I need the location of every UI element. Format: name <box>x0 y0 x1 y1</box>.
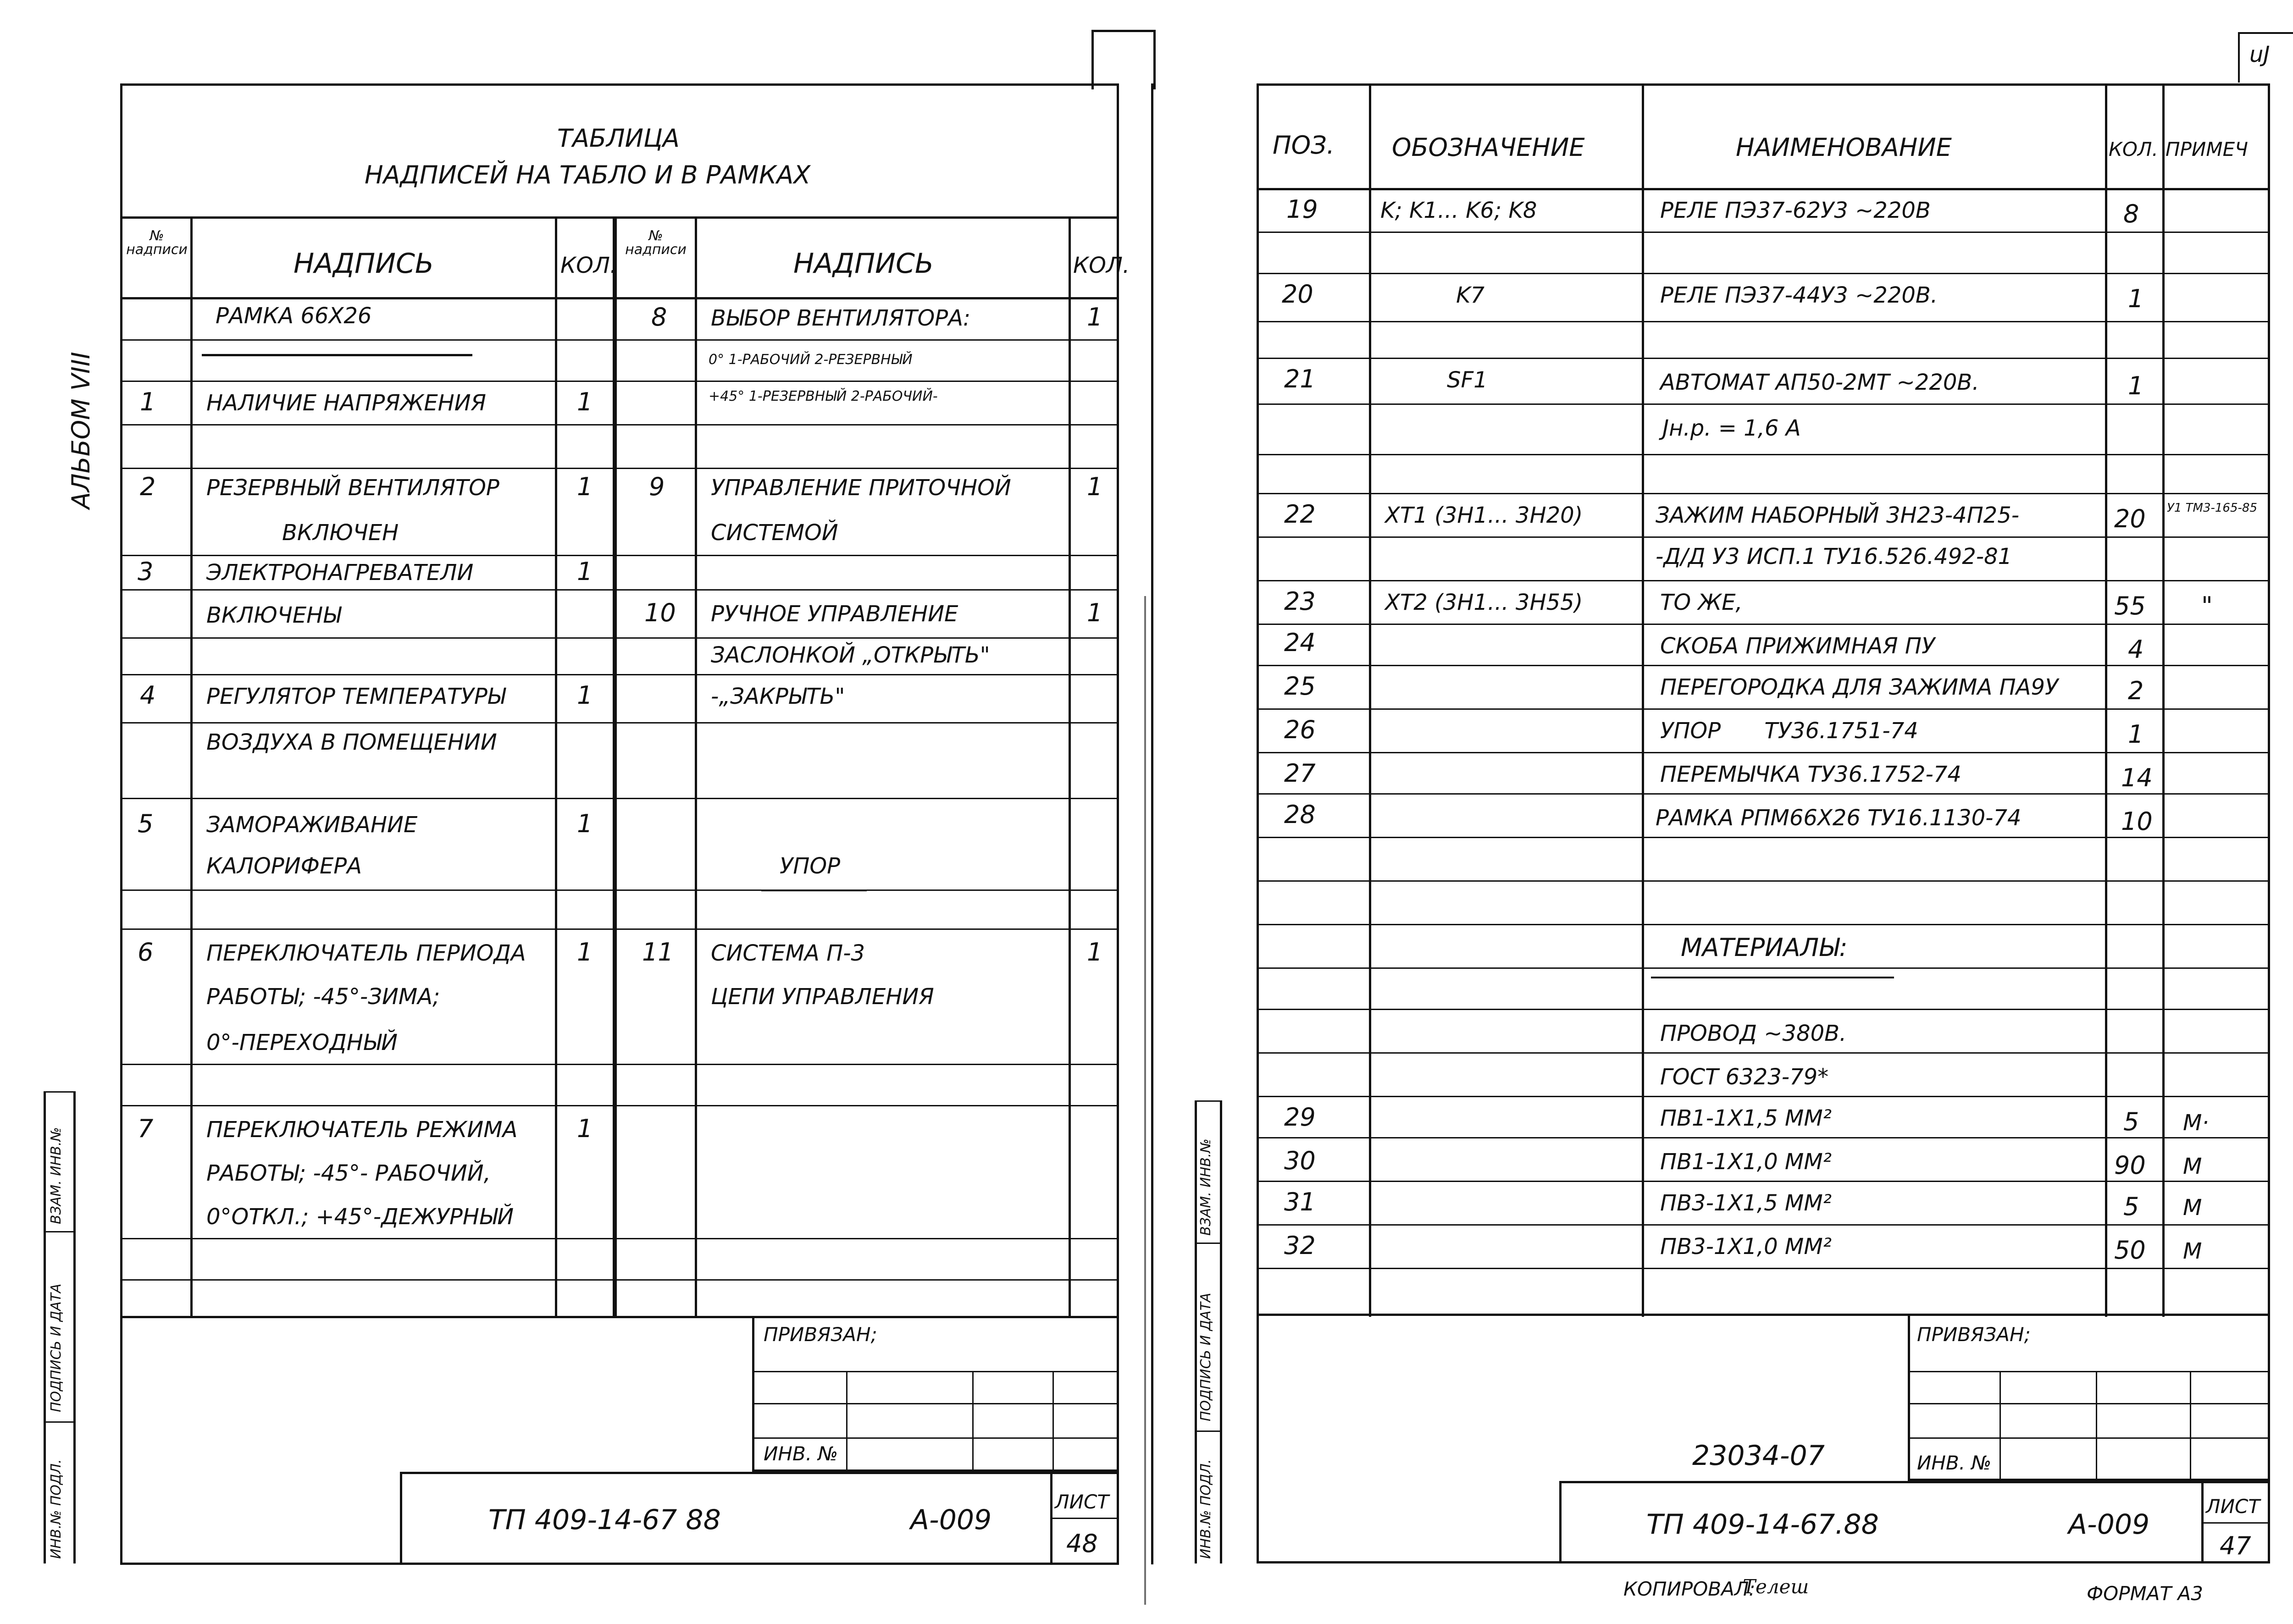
label-text: ВКЛЮЧЕНЫ <box>206 602 341 628</box>
label-num: 10 <box>644 598 676 627</box>
row-name: СКОБА ПРИЖИМНАЯ ПУ <box>1660 633 1935 659</box>
label-text: -„ЗАКРЫТЬ" <box>711 684 845 709</box>
row-note: М <box>2183 1238 2202 1264</box>
privyazan-label: ПРИВЯЗАН; <box>1917 1323 2031 1346</box>
row-name: -Д/Д У3 ИСП.1 ТУ16.526.492-81 <box>1656 544 2012 569</box>
label-qty: 1 <box>1087 938 1103 967</box>
label-num: 9 <box>649 472 665 501</box>
row-designation: K7 <box>1456 282 1485 308</box>
label-text: ЗАМОРАЖИВАНИЕ <box>206 812 418 838</box>
row-qty: 50 <box>2114 1236 2146 1265</box>
row-pos: 24 <box>1284 628 1316 657</box>
album-label: АЛЬБОМ VIII <box>66 352 95 509</box>
header-qty-1: КОЛ. <box>560 253 617 278</box>
row-name: РЕЛЕ ПЭ37-62У3 ~220В <box>1660 198 1931 223</box>
row-designation: SF1 <box>1447 367 1488 393</box>
row-pos: 28 <box>1284 800 1316 829</box>
label-num: 6 <box>138 938 154 967</box>
format-label: ФОРМАТ А3 <box>2087 1582 2203 1605</box>
label-text: ВКЛЮЧЕН <box>282 520 399 546</box>
doc-code: ТП 409-14-67.88 <box>1646 1508 1879 1541</box>
label-qty: 1 <box>577 557 593 586</box>
label-text: РАМКА 66X26 <box>216 303 372 329</box>
label-text: 0° 1-РАБОЧИЙ 2-РЕЗЕРВНЫЙ <box>709 352 913 368</box>
row-designation: XT1 (3Н1... 3Н20) <box>1385 503 1583 528</box>
row-pos: 26 <box>1284 715 1316 744</box>
row-qty: 5 <box>2123 1192 2139 1221</box>
copied-signature: Телеш <box>1743 1575 1809 1598</box>
stamp-podpis-data: ПОДПИСЬ И ДАТА <box>1198 1293 1214 1421</box>
label-text: ВОЗДУХА В ПОМЕЩЕНИИ <box>206 729 497 755</box>
row-name: ГОСТ 6323-79* <box>1660 1064 1829 1090</box>
row-qty: 2 <box>2128 676 2144 705</box>
row-pos: 19 <box>1286 195 1318 224</box>
sheet-label: ЛИСТ <box>2206 1495 2260 1518</box>
label-text: ПЕРЕКЛЮЧАТЕЛЬ РЕЖИМА <box>206 1117 518 1143</box>
row-qty: 1 <box>2128 284 2144 313</box>
row-qty: 10 <box>2121 807 2153 836</box>
row-name: РАМКА РПМ66Х26 ТУ16.1130-74 <box>1656 805 2022 831</box>
doc-code: ТП 409-14-67 88 <box>488 1504 721 1536</box>
row-name: ПВ3-1Х1,0 ММ² <box>1660 1234 1832 1259</box>
label-text: РЕЗЕРВНЫЙ ВЕНТИЛЯТОР <box>206 475 499 501</box>
label-text: РЕГУЛЯТОР ТЕМПЕРАТУРЫ <box>206 684 506 709</box>
row-name: УПОР ТУ36.1751-74 <box>1660 718 1918 744</box>
label-qty: 1 <box>577 472 593 501</box>
stamp-vzam-inv: ВЗАМ. ИНВ.№ <box>48 1127 64 1224</box>
label-text: ВЫБОР ВЕНТИЛЯТОРА: <box>711 305 971 331</box>
header-num-1: № надписи <box>126 228 188 258</box>
row-designation: XT2 (3Н1... 3Н55) <box>1385 590 1583 615</box>
row-name: ПВ1-1Х1,0 ММ² <box>1660 1149 1832 1175</box>
header-num-2: № надписи <box>625 228 687 258</box>
label-num: 8 <box>651 303 667 331</box>
row-qty: 8 <box>2123 199 2139 228</box>
table-subtitle: НАДПИСЕЙ НА ТАБЛО И В РАМКАХ <box>365 160 811 189</box>
row-pos: 22 <box>1284 500 1316 529</box>
label-text: СИСТЕМА П-3 <box>711 940 865 966</box>
label-qty: 1 <box>577 809 593 838</box>
label-qty: 1 <box>577 387 593 416</box>
label-qty: 1 <box>1087 472 1103 501</box>
doc-album: А-009 <box>2068 1508 2150 1541</box>
header-name: НАИМЕНОВАНИЕ <box>1736 133 1952 162</box>
header-designation: ОБОЗНАЧЕНИЕ <box>1392 133 1585 162</box>
label-qty: 1 <box>577 1114 593 1143</box>
label-num: 11 <box>642 938 674 967</box>
sheet-number: 48 <box>1066 1529 1098 1558</box>
row-qty: 1 <box>2128 371 2144 400</box>
header-qty-2: КОЛ. <box>1073 253 1130 278</box>
row-name: Jн.р. = 1,6 А <box>1662 415 1801 441</box>
row-pos: 30 <box>1284 1146 1316 1175</box>
row-qty: 20 <box>2114 504 2146 533</box>
corner-mark: uJ <box>2249 42 2270 67</box>
inv-label: ИНВ. № <box>764 1442 838 1465</box>
label-text: ЦЕПИ УПРАВЛЕНИЯ <box>711 984 934 1010</box>
row-pos: 21 <box>1284 365 1316 393</box>
row-note: М <box>2183 1154 2202 1179</box>
row-qty: 4 <box>2128 635 2144 664</box>
archive-number: 23034-07 <box>1692 1440 1825 1472</box>
header-pos: ПОЗ. <box>1273 131 1335 160</box>
row-pos: 20 <box>1282 280 1313 309</box>
row-qty: 90 <box>2114 1151 2146 1180</box>
fold-line <box>1144 596 1146 1605</box>
label-num: 4 <box>140 681 156 710</box>
row-note: У1 ТМ3-165-85 <box>2167 501 2257 515</box>
label-text: КАЛОРИФЕРА <box>206 853 362 879</box>
label-qty: 1 <box>577 938 593 967</box>
label-text: РАБОТЫ; -45°-ЗИМА; <box>206 984 440 1010</box>
row-designation: K; K1... K6; K8 <box>1380 198 1537 223</box>
sheet-label: ЛИСТ <box>1055 1491 1109 1513</box>
label-text: УПРАВЛЕНИЕ ПРИТОЧНОЙ <box>711 475 1011 501</box>
row-note: М· <box>2183 1110 2209 1136</box>
row-name: ПВ3-1Х1,5 ММ² <box>1660 1190 1832 1216</box>
row-qty: 55 <box>2114 591 2146 620</box>
row-qty: 5 <box>2123 1107 2139 1136</box>
label-num: 7 <box>138 1114 154 1143</box>
header-text-2: НАДПИСЬ <box>793 248 934 280</box>
header-note: ПРИМЕЧ <box>2166 138 2248 160</box>
row-pos: 27 <box>1284 759 1316 788</box>
label-num: 1 <box>140 387 156 416</box>
label-text: ПЕРЕКЛЮЧАТЕЛЬ ПЕРИОДА <box>206 940 526 966</box>
row-name: РЕЛЕ ПЭ37-44У3 ~220В. <box>1660 282 1938 308</box>
stamp-podpis-data: ПОДПИСЬ И ДАТА <box>48 1283 64 1412</box>
label-num: 5 <box>138 809 154 838</box>
label-qty: 1 <box>1087 303 1103 331</box>
row-note: М <box>2183 1195 2202 1221</box>
header-qty: КОЛ. <box>2109 138 2158 160</box>
label-num: 2 <box>140 472 156 501</box>
row-note: " <box>2201 591 2213 620</box>
stamp-vzam-inv: ВЗАМ. ИНВ.№ <box>1198 1138 1214 1236</box>
stamp-inv-podl: ИНВ.№ ПОДЛ. <box>48 1459 64 1559</box>
row-name: ПВ1-1Х1,5 ММ² <box>1660 1105 1832 1131</box>
label-text: УПОР <box>780 853 841 879</box>
row-pos: 23 <box>1284 587 1316 616</box>
label-text: ЭЛЕКТРОНАГРЕВАТЕЛИ <box>206 560 474 586</box>
privyazan-label: ПРИВЯЗАН; <box>764 1323 877 1346</box>
row-name: ТО ЖЕ, <box>1660 590 1743 615</box>
label-num: 3 <box>138 557 154 586</box>
label-text: ЗАСЛОНКОЙ „ОТКРЫТЬ" <box>711 642 990 668</box>
label-qty: 1 <box>577 681 593 710</box>
label-qty: 1 <box>1087 598 1103 627</box>
label-text: СИСТЕМОЙ <box>711 520 838 546</box>
stamp-inv-podl: ИНВ.№ ПОДЛ. <box>1198 1459 1214 1559</box>
header-text-1: НАДПИСЬ <box>294 248 434 280</box>
inv-label: ИНВ. № <box>1917 1452 1992 1474</box>
row-qty: 1 <box>2128 720 2144 749</box>
row-qty: 14 <box>2121 763 2153 792</box>
label-text: 0°ОТКЛ.; +45°-ДЕЖУРНЫЙ <box>206 1204 514 1230</box>
row-pos: 25 <box>1284 672 1316 701</box>
row-pos: 32 <box>1284 1231 1316 1260</box>
row-name: ПРОВОД ~380В. <box>1660 1021 1847 1046</box>
row-pos: 31 <box>1284 1188 1316 1216</box>
row-name: ЗАЖИМ НАБОРНЫЙ 3Н23-4П25- <box>1656 503 2020 528</box>
table-title: ТАБЛИЦА <box>557 124 680 153</box>
row-name: ПЕРЕМЫЧКА ТУ36.1752-74 <box>1660 762 1961 787</box>
label-text: РАБОТЫ; -45°- РАБОЧИЙ, <box>206 1160 491 1186</box>
row-name: АВТОМАТ АП50-2МТ ~220В. <box>1660 370 1979 395</box>
doc-album: А-009 <box>910 1504 992 1536</box>
label-text: РУЧНОЕ УПРАВЛЕНИЕ <box>711 601 958 627</box>
label-text: +45° 1-РЕЗЕРВНЫЙ 2-РАБОЧИЙ- <box>709 388 938 404</box>
row-pos: 29 <box>1284 1103 1316 1132</box>
copied-label: КОПИРОВАЛ: <box>1623 1578 1756 1600</box>
label-text: 0°-ПЕРЕХОДНЫЙ <box>206 1030 398 1055</box>
label-text: НАЛИЧИЕ НАПРЯЖЕНИЯ <box>206 390 487 416</box>
row-name: ПЕРЕГОРОДКА ДЛЯ ЗАЖИМА ПА9У <box>1660 674 2059 700</box>
sheet-number: 47 <box>2220 1531 2251 1560</box>
materials-heading: МАТЕРИАЛЫ: <box>1681 933 1848 962</box>
